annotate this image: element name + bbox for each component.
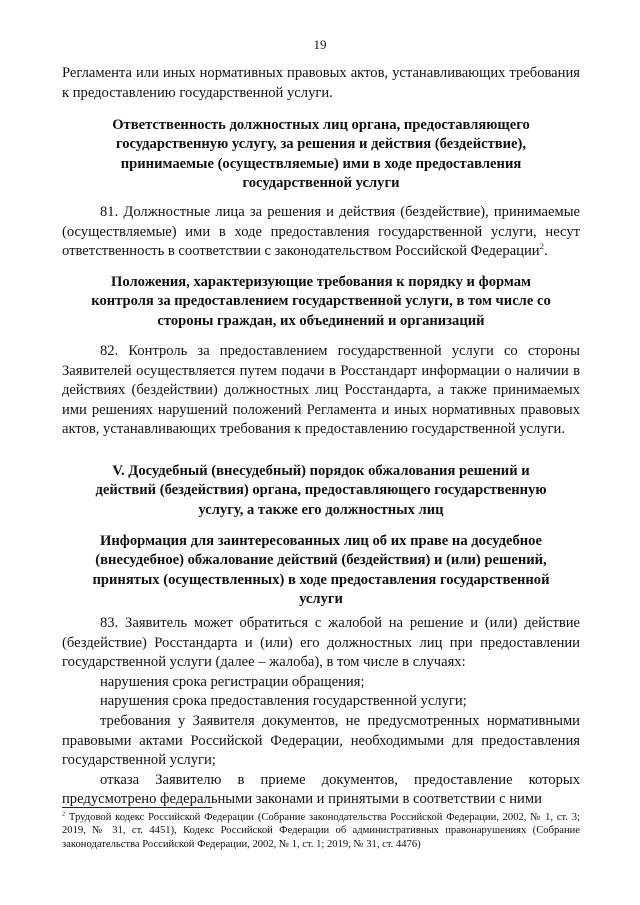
heading-line: государственную услугу, за решения и действия (бездействие), (115, 136, 527, 153)
intro-paragraph-text: Регламента или иных нормативных правовых актов, устанавливающих требования к предоставлению государственной услуги. (62, 65, 580, 101)
page-number: 19 (313, 37, 327, 52)
heading-line: принимаемые (осуществляемые) ими в ходе предоставления (120, 155, 522, 172)
paragraph-82-text: 82. Контроль за предоставлением государственной услуги со стороны Заявителей осуществляется путем подачи в Росстандарт информации о наличии в действиях (бездействии) должностных лиц Росстандарта, а также принимаемых ими решениях нарушений положений Регламента и иных нормативных правовых актов, устанавливающих требования к предоставлению государственной услуги. (62, 343, 580, 438)
heading-line: стороны граждан, их объединений и организаций (157, 312, 485, 329)
heading-line: действий (бездействия) органа, предоставляющего государственную (95, 482, 547, 499)
heading-line: Ответственность должностных лиц органа, предоставляющего (112, 117, 530, 133)
heading-line: услуги (299, 591, 343, 608)
heading-appeal-information (62, 532, 580, 610)
paragraph-83-intro: 83. Заявитель может обратиться с жалобой на решение и (или) действие (бездействие) Росстандарта и (или) его должностных лиц при предоставлении государственной услуги (далее – жалоба), в том числе в случаях: (62, 615, 580, 671)
heading-line: услугу, а также его должностных лиц (198, 501, 444, 518)
paragraph-81-text (62, 203, 580, 262)
list-item: требования у Заявителя документов, не предусмотренных нормативными правовыми актами Российской Федерации, необходимыми для предоставления государственной услуги; (62, 712, 580, 769)
footnote (62, 811, 580, 851)
heading-section-v (62, 462, 580, 520)
list-item: нарушения срока предоставления государственной услуги; (100, 693, 467, 710)
paragraph-81-body: 81. Должностные лица за решения и действия (бездействие), принимаемые (осуществляемые) ими в ходе предоставления государственной услуги, несут ответственность в соответствии с законодательством Российской Федерации (62, 204, 580, 260)
heading-responsibility (62, 116, 580, 194)
paragraph-81 (62, 203, 580, 262)
list-item: отказа Заявителю в приеме документов, предоставление которых предусмотрено федеральными законами и принятыми в соответствии с ними (62, 771, 580, 808)
footnote-reference: 2 (539, 241, 544, 252)
footnote-text: Трудовой кодекс Российской Федерации (Собрание законодательства Российской Федерации, 2002, № 1, ст. 3; 2019, № 31, ст. 4451), Кодекс Российской Федерации об административных правонарушениях (Собрание законодательства Российской Федерации, 2002, № 1, ст. 1; 2019, № 31, ст. 4476) (62, 812, 580, 850)
heading-line: Информация для заинтересованных лиц об их праве на досудебное (100, 533, 542, 549)
heading-line: контроля за предоставлением государственной услуги, в том числе со (91, 293, 551, 310)
heading-line: принятых (осуществленных) в ходе предоставления государственной (92, 571, 550, 588)
footnote-marker: 2 (62, 810, 66, 818)
footnote-divider (62, 807, 212, 808)
heading-line: Положения, характеризующие требования к порядку и формам (111, 274, 531, 290)
heading-line: государственной услуги (242, 175, 400, 192)
heading-line: V. Досудебный (внесудебный) порядок обжалования решений и (112, 463, 530, 479)
paragraph-83 (62, 614, 580, 810)
paragraph-82 (62, 342, 580, 440)
list-item: нарушения срока регистрации обращения; (100, 673, 365, 690)
heading-control-requirements (62, 273, 580, 331)
paragraph-81-end: . (543, 243, 548, 260)
heading-line: (внесудебное) обжалование действий (бездействия) и (или) решений, (95, 552, 547, 569)
intro-paragraph (62, 64, 580, 103)
